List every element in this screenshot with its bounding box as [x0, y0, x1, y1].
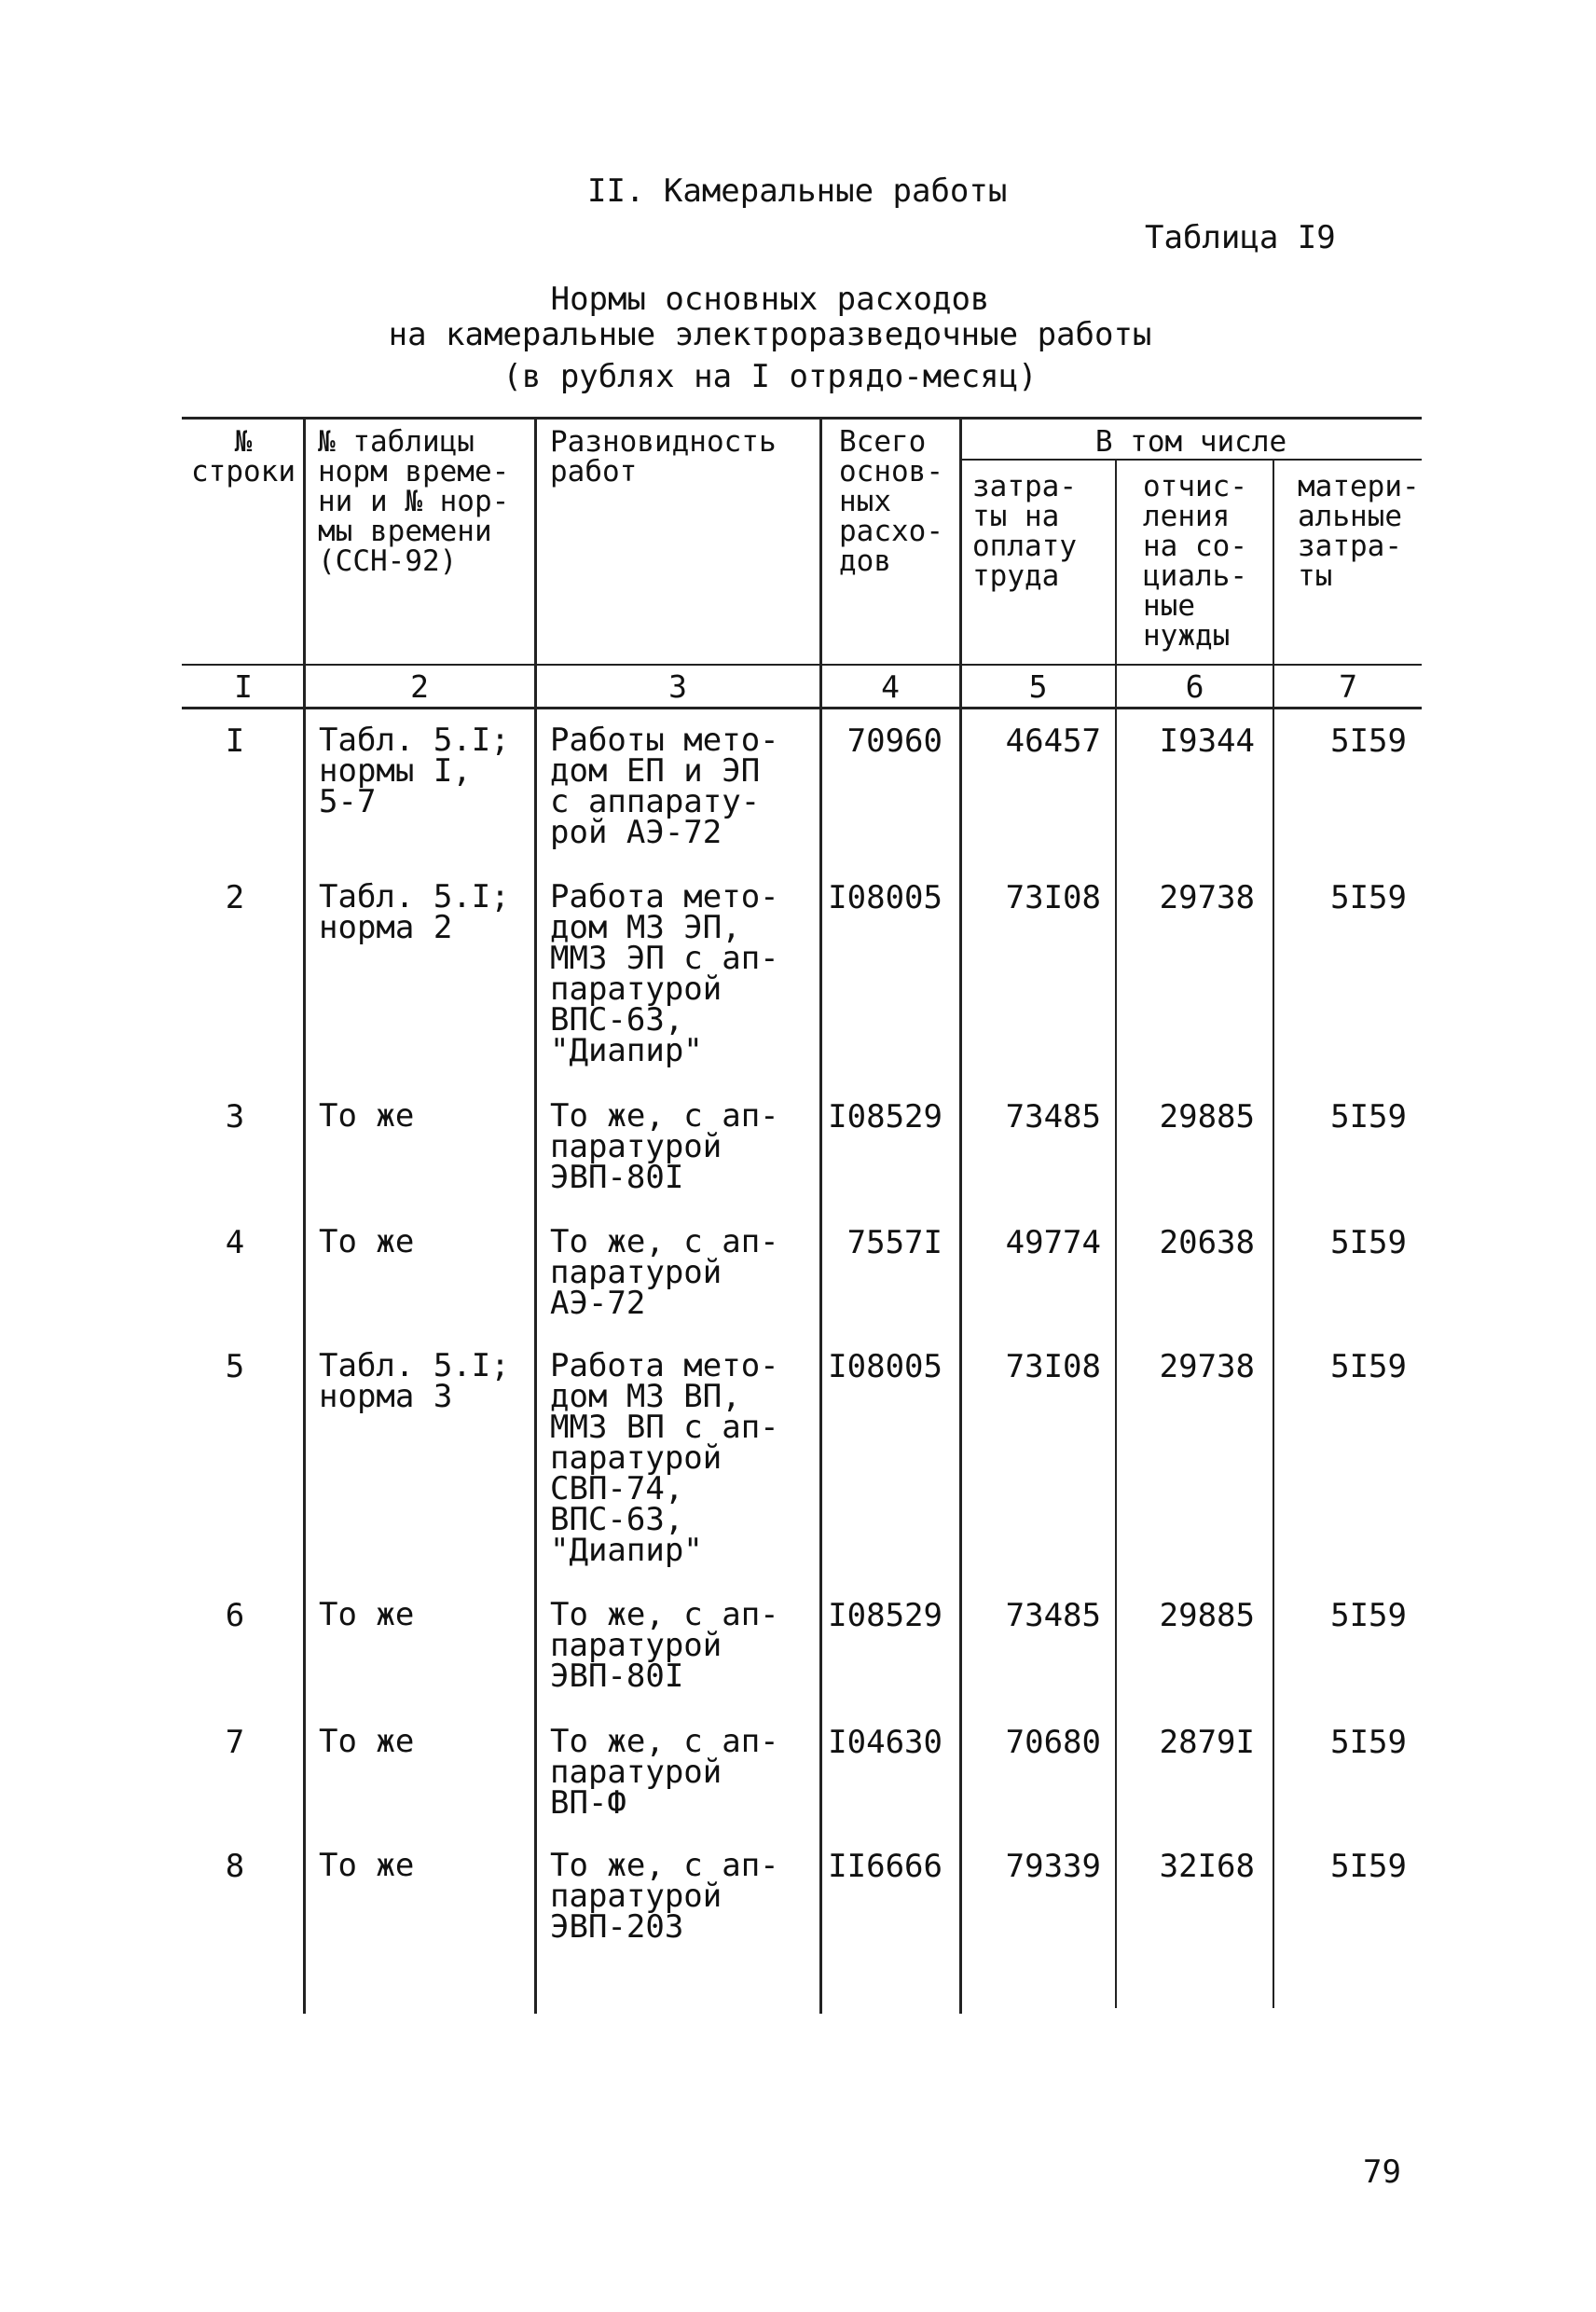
- header-work-kind: Разновидность работ: [550, 425, 777, 489]
- row-labor: 73I08: [1005, 879, 1101, 916]
- row-table-ref: То же: [319, 1223, 415, 1260]
- colnum-3: 3: [668, 668, 687, 705]
- row-work-kind: То же, с ап- паратурой ВП-Ф: [550, 1723, 779, 1822]
- colnum-4: 4: [881, 668, 900, 705]
- row-labor: 79339: [1005, 1848, 1101, 1885]
- table-caption-line2: на камеральные электроразведочные работы: [388, 316, 1152, 353]
- row-work-kind: Работа мето- дом МЗ ВП, ММЗ ВП с ап- паратурой СВП-74, ВПС-63, "Диапир": [550, 1347, 779, 1569]
- row-material: 5I59: [1330, 1098, 1407, 1135]
- row-table-ref: То же: [319, 1596, 415, 1633]
- row-number: I: [225, 722, 245, 760]
- row-number: 2: [225, 879, 245, 916]
- row-labor: 73I08: [1005, 1348, 1101, 1385]
- row-table-ref: То же: [319, 1723, 415, 1760]
- row-number: 4: [225, 1224, 245, 1261]
- row-work-kind: То же, с ап- паратурой ЭВП-80I: [550, 1097, 779, 1196]
- row-table-ref: Табл. 5.I; норма 2: [319, 878, 510, 946]
- row-work-kind: То же, с ап- паратурой АЭ-72: [550, 1223, 779, 1322]
- colnum-7: 7: [1339, 668, 1357, 705]
- row-labor: 73485: [1005, 1098, 1101, 1135]
- group-header-rule: [960, 459, 1422, 461]
- row-material: 5I59: [1330, 722, 1407, 760]
- row-total: 70960: [846, 722, 942, 760]
- header-bottom-rule: [182, 664, 1422, 666]
- row-table-ref: То же: [319, 1847, 415, 1884]
- row-social: 29885: [1159, 1098, 1255, 1135]
- header-row-number: № строки: [191, 425, 296, 489]
- row-total: 7557I: [846, 1224, 942, 1261]
- row-total: I08005: [828, 879, 942, 916]
- row-work-kind: Работа мето- дом МЗ ЭП, ММЗ ЭП с ап- паратурой ВПС-63, "Диапир": [550, 878, 779, 1069]
- row-number: 8: [225, 1848, 245, 1885]
- row-social: 20638: [1159, 1224, 1255, 1261]
- row-total: I04630: [828, 1724, 942, 1761]
- row-material: 5I59: [1330, 1597, 1407, 1634]
- section-title: II. Камеральные работы: [587, 172, 1008, 210]
- header-group: В том числе: [1094, 425, 1287, 459]
- row-material: 5I59: [1330, 1848, 1407, 1885]
- header-material: матери- альные затра- ты: [1298, 470, 1420, 593]
- row-number: 3: [225, 1098, 245, 1135]
- row-social: 32I68: [1159, 1848, 1255, 1885]
- col-divider-1: [303, 420, 306, 2014]
- header-table-ref: № таблицы норм време- ни и № нор- мы времени (ССН-92): [318, 425, 510, 578]
- row-labor: 70680: [1005, 1724, 1101, 1761]
- row-social: 29885: [1159, 1597, 1255, 1634]
- row-total: I08529: [828, 1098, 942, 1135]
- row-work-kind: Работы мето- дом ЕП и ЭП с аппарату- рой АЭ-72: [550, 722, 779, 851]
- row-social: 29738: [1159, 1348, 1255, 1385]
- row-social: I9344: [1159, 722, 1255, 760]
- row-material: 5I59: [1330, 1348, 1407, 1385]
- row-labor: 73485: [1005, 1597, 1101, 1634]
- row-material: 5I59: [1330, 1724, 1407, 1761]
- row-social: 29738: [1159, 879, 1255, 916]
- row-table-ref: Табл. 5.I; норма 3: [319, 1347, 510, 1415]
- colnum-bottom-rule: [182, 707, 1422, 709]
- page-number: 79: [1363, 2154, 1401, 2191]
- row-total: II6666: [828, 1848, 942, 1885]
- row-total: I08005: [828, 1348, 942, 1385]
- row-material: 5I59: [1330, 1224, 1407, 1261]
- colnum-1: I: [234, 668, 253, 705]
- row-work-kind: То же, с ап- паратурой ЭВП-203: [550, 1847, 779, 1946]
- colnum-6: 6: [1185, 668, 1204, 705]
- row-labor: 49774: [1005, 1224, 1101, 1261]
- table-number: Таблица I9: [1145, 219, 1336, 256]
- row-table-ref: Табл. 5.I; нормы I, 5-7: [319, 722, 510, 820]
- col-divider-3: [819, 420, 822, 2014]
- table-caption-line3: (в рублях на I отрядо-месяц): [502, 358, 1038, 395]
- row-social: 2879I: [1159, 1724, 1255, 1761]
- table-caption-line1: Нормы основных расходов: [550, 281, 990, 318]
- row-number: 7: [225, 1724, 245, 1761]
- header-social: отчис- ления на со- циаль- ные нужды: [1143, 470, 1247, 653]
- row-work-kind: То же, с ап- паратурой ЭВП-80I: [550, 1596, 779, 1695]
- row-table-ref: То же: [319, 1097, 415, 1135]
- col-divider-4: [959, 420, 962, 2014]
- row-material: 5I59: [1330, 879, 1407, 916]
- row-total: I08529: [828, 1597, 942, 1634]
- col-divider-2: [534, 420, 537, 2014]
- table-top-rule: [182, 417, 1422, 420]
- header-total: Всего основ- ных расхо- дов: [839, 425, 943, 578]
- header-labor: затра- ты на оплату труда: [972, 470, 1077, 593]
- row-labor: 46457: [1005, 722, 1101, 760]
- row-number: 5: [225, 1348, 245, 1385]
- row-number: 6: [225, 1597, 245, 1634]
- colnum-2: 2: [410, 668, 429, 705]
- colnum-5: 5: [1028, 668, 1048, 705]
